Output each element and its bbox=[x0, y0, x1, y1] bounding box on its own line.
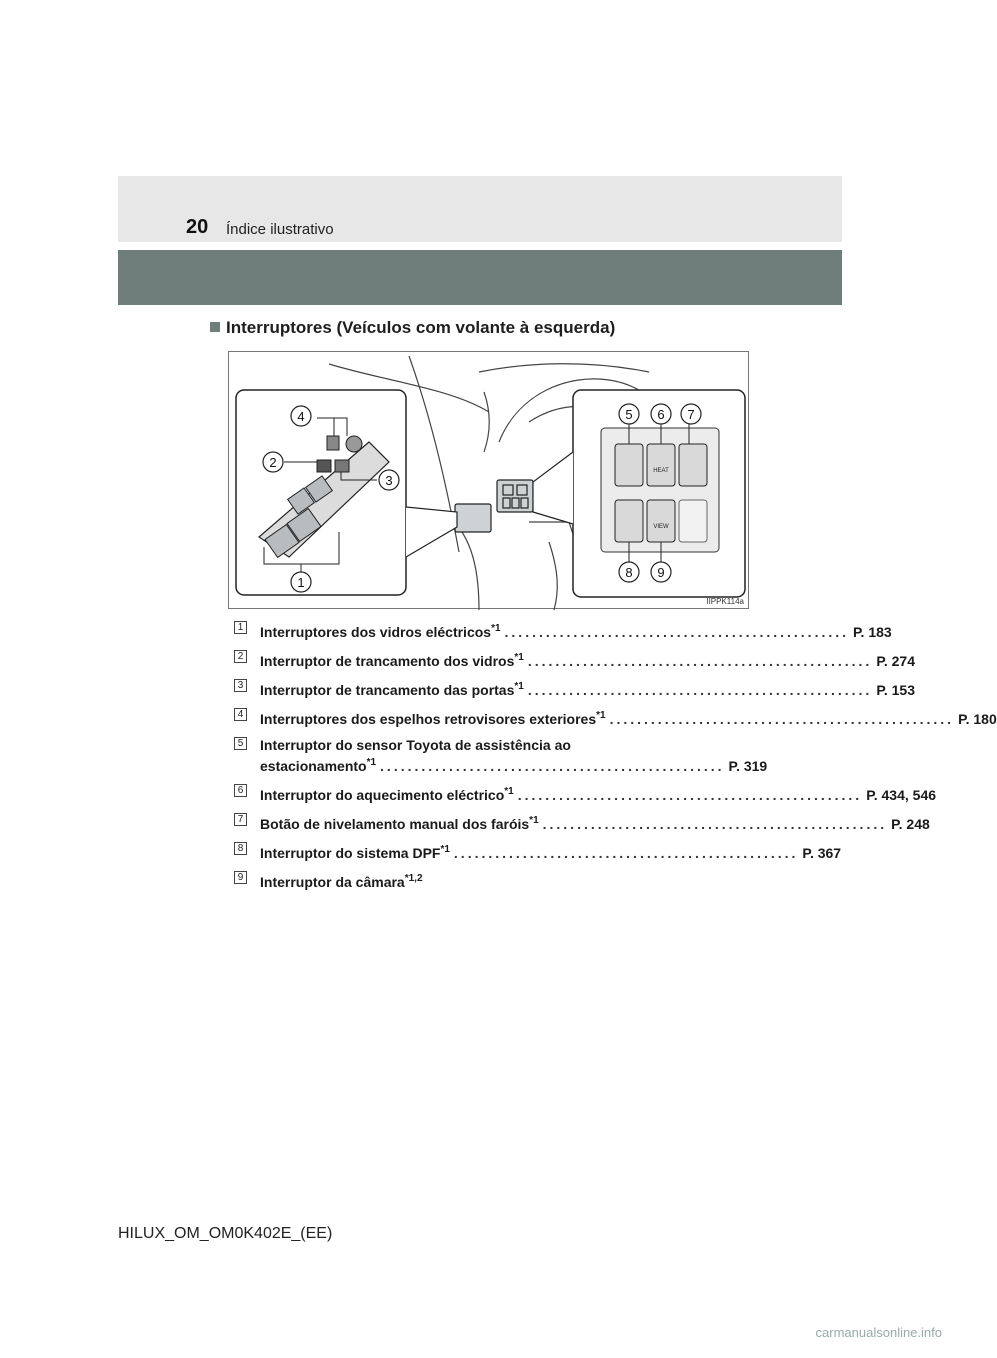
item-text: Interruptor do sensor Toyota de assistência ao bbox=[260, 737, 571, 753]
footnote-mark: *1 bbox=[491, 623, 501, 634]
item-number: 9 bbox=[234, 871, 247, 884]
list-item: 2 Interruptor de trancamento dos vidros$^{*1}$ .................................................. P. 274 bbox=[234, 649, 724, 670]
center-switch bbox=[512, 498, 519, 508]
list-item: 5 Interruptor do sensor Toyota de assistência ao estacionamento$^{*1}$ .................................................. P. 319 bbox=[234, 736, 724, 775]
item-number: 1 bbox=[234, 621, 247, 634]
footnote-mark: *1 bbox=[366, 757, 377, 768]
window-lock-switch bbox=[317, 460, 331, 472]
square-bullet-icon bbox=[210, 322, 220, 332]
callout-label: 7 bbox=[687, 407, 695, 422]
footnote-mark: *1 bbox=[504, 786, 514, 797]
headlight-leveling-dial bbox=[679, 444, 707, 486]
item-number: 5 bbox=[234, 737, 247, 750]
page-number: 20 bbox=[186, 216, 209, 238]
item-text: Interruptor de trancamento das portas bbox=[260, 682, 515, 698]
page-reference[interactable]: P. 434, 546 bbox=[866, 787, 937, 803]
footnote-mark: *1 bbox=[529, 815, 539, 826]
item-text: Interruptor de trancamento dos vidros bbox=[260, 653, 515, 669]
sub-heading bbox=[210, 318, 615, 338]
center-switch bbox=[517, 485, 527, 495]
list-item: 1 Interruptores dos vidros eléctricos$^{*1}$ .................................................. P. 183 bbox=[234, 620, 724, 641]
list-item: 6 Interruptor do aquecimento eléctrico$^{*1}$ .................................................. P. 434, 546 bbox=[234, 783, 724, 804]
callout-label: 2 bbox=[269, 455, 277, 470]
center-switch bbox=[503, 485, 513, 495]
item-list bbox=[234, 620, 997, 899]
list-item bbox=[234, 870, 724, 891]
callout-label: 4 bbox=[297, 409, 305, 424]
blank-switch bbox=[679, 500, 707, 542]
dash-line bbox=[529, 522, 579, 552]
page-reference[interactable]: P. 248 bbox=[891, 816, 930, 832]
item-text: Interruptor do sistema DPF bbox=[260, 845, 441, 861]
footnote-mark: *1 bbox=[514, 681, 524, 692]
item-text: Interruptor da câmara bbox=[260, 874, 405, 890]
item-number: 6 bbox=[234, 784, 247, 797]
section-banner bbox=[118, 250, 842, 305]
vent bbox=[484, 392, 489, 452]
item-text: Interruptores dos espelhos retrovisores exteriores bbox=[260, 711, 597, 727]
center-switch bbox=[503, 498, 510, 508]
callout-label: 8 bbox=[625, 565, 633, 580]
door-switch-cluster bbox=[455, 504, 491, 532]
page-reference[interactable]: P. 274 bbox=[876, 653, 915, 669]
footnote-mark: *1,2 bbox=[404, 873, 423, 884]
sub-heading-text: Interruptores (Veículos com volante à esquerda) bbox=[226, 318, 616, 337]
parking-assist-switch bbox=[615, 444, 643, 486]
center-switch bbox=[521, 498, 528, 508]
section-title: Índice ilustrativo bbox=[226, 221, 334, 238]
page-reference[interactable]: P. 367 bbox=[802, 845, 842, 861]
heat-label: HEAT bbox=[653, 468, 669, 474]
list-item: 3 Interruptor de trancamento das portas$^{*1}$ .................................................. P. 153 bbox=[234, 678, 724, 699]
item-text-continued: estacionamento bbox=[260, 758, 367, 774]
footer-doc-code: HILUX_OM_OM0K402E_(EE) bbox=[118, 1225, 333, 1242]
footnote-mark: *1 bbox=[514, 652, 524, 663]
camera-switch bbox=[647, 500, 675, 542]
item-text: Botão de nivelamento manual dos faróis bbox=[260, 816, 530, 832]
mirror-adjust-knob bbox=[346, 436, 362, 452]
callout-label: 1 bbox=[297, 575, 305, 590]
item-text: Interruptores dos vidros eléctricos bbox=[260, 624, 492, 640]
callout-label: 9 bbox=[657, 565, 665, 580]
zoom-connector bbox=[533, 452, 573, 524]
mirror-select-switch bbox=[327, 436, 339, 450]
footnote-mark: *1 bbox=[440, 844, 450, 855]
footnote-mark: *1 bbox=[596, 710, 606, 721]
heater-switch bbox=[647, 444, 675, 486]
item-number: 3 bbox=[234, 679, 247, 692]
dash-line bbox=[479, 364, 649, 372]
item-number: 8 bbox=[234, 842, 247, 855]
page-reference[interactable]: P. 180 bbox=[958, 711, 997, 727]
callout-label: 3 bbox=[385, 473, 393, 488]
dpf-switch bbox=[615, 500, 643, 542]
zoom-connector bbox=[406, 507, 457, 557]
figure-code: IIPPK114a bbox=[706, 597, 744, 606]
callout-label: 5 bbox=[625, 407, 633, 422]
list-item: 4 Interruptores dos espelhos retrovisores exteriores$^{*1}$ .................................................. P. 180 bbox=[234, 707, 724, 728]
watermark: carmanualsonline.info bbox=[815, 1325, 942, 1340]
list-item: 7 Botão de nivelamento manual dos faróis$^{*1}$ .................................................. P. 248 bbox=[234, 812, 724, 833]
list-item: 8 Interruptor do sistema DPF$^{*1}$ .................................................. P. 367 bbox=[234, 841, 724, 862]
page-reference[interactable]: P. 183 bbox=[853, 624, 892, 640]
console-line bbox=[549, 542, 557, 610]
view-label: VIEW bbox=[653, 524, 669, 530]
page-reference[interactable]: P. 319 bbox=[728, 758, 768, 774]
item-text: Interruptor do aquecimento eléctrico bbox=[260, 787, 505, 803]
item-number: 4 bbox=[234, 708, 247, 721]
page-reference[interactable]: P. 153 bbox=[876, 682, 915, 698]
dashboard-drawing bbox=[229, 352, 750, 610]
switches-illustration bbox=[228, 351, 749, 609]
callout-label: 6 bbox=[657, 407, 665, 422]
door-lock-switch bbox=[335, 460, 349, 472]
item-number: 7 bbox=[234, 813, 247, 826]
item-number: 2 bbox=[234, 650, 247, 663]
